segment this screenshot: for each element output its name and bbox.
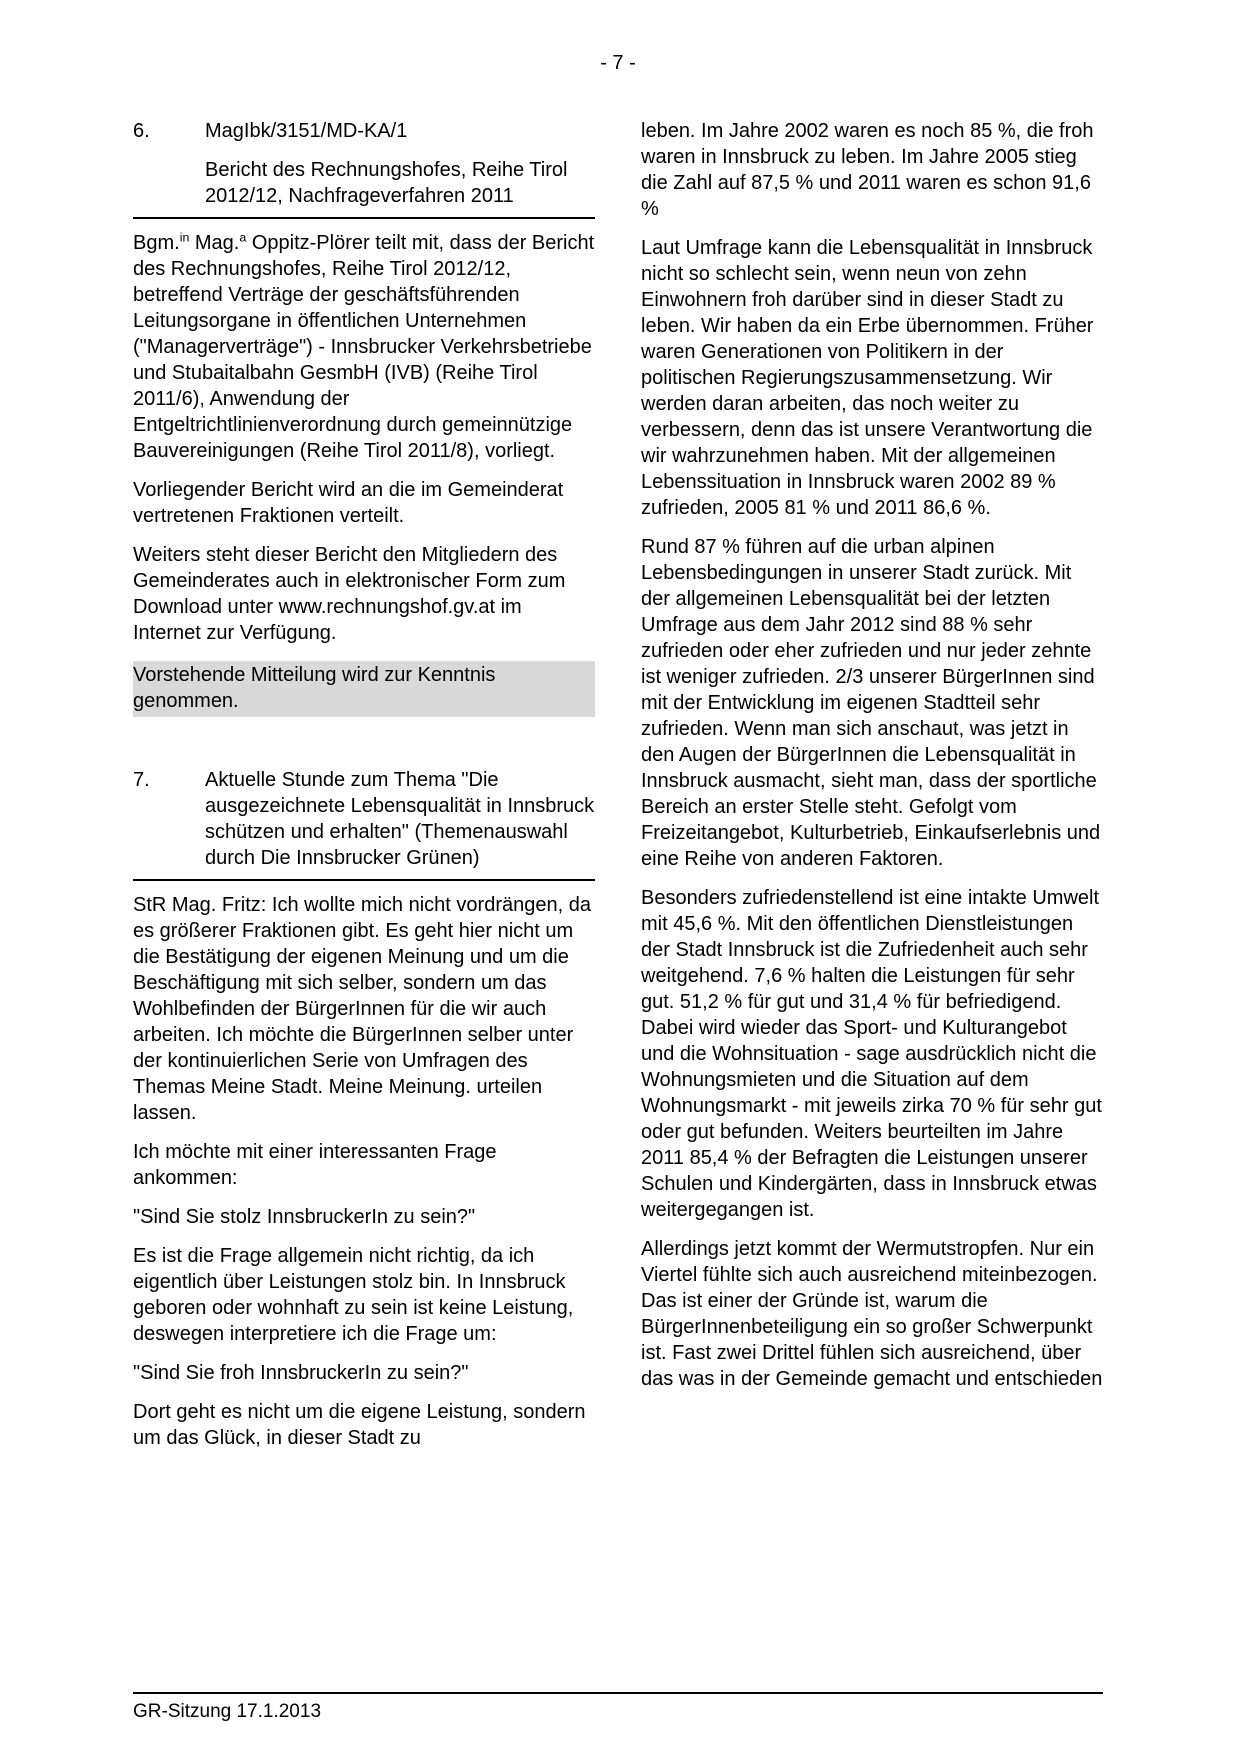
paragraph: Rund 87 % führen auf die urban alpinen Lebensbedingungen in unserer Stadt zurück. Mit der allgemeinen Lebensqualität bei der letzten Umfrage aus dem Jahr 2012 sind 88 % sehr zufrieden oder eher zufrieden und nur jeder zehnte ist weniger zufrieden. 2/3 unserer BürgerInnen sind mit der Entwicklung im eigenen Stadtteil sehr zufrieden. Wenn man sich anschaut, was jetzt in den Augen der BürgerInnen die Lebensqualität in Innsbruck ausmacht, sieht man, dass der sportliche Bereich an erster Stelle steht. Gefolgt vom Freizeitangebot, Kulturbetrieb, Einkaufserlebnis und eine Reihe von anderen Faktoren. [641,536,1101,870]
heading-rule [133,217,595,219]
two-column-body [133,118,1103,1464]
paragraph: "Sind Sie stolz InnsbruckerIn zu sein?" [133,1206,476,1228]
paragraph: "Sind Sie froh InnsbruckerIn zu sein?" [133,1362,469,1384]
agenda-item-6-number: 6. [133,120,150,142]
agenda-item-6-reference: MagIbk/3151/MD-KA/1 [205,120,408,142]
paragraph: Weiters steht dieser Bericht den Mitgliedern des Gemeinderates auch in elektronischer Form zum Download unter www.rechnungshof.gv.at im Internet zur Verfügung. [133,544,566,644]
paragraph-text: Oppitz-Plörer teilt mit, dass der Bericht des Rechnungshofes, Reihe Tirol 2012/12, betreffend Verträge der geschäftsführenden Leitungsorgane in öffentlichen Unternehmen ("Managerverträge") - Innsbrucker Verkehrsbetriebe und Stubaitalbahn GesmbH (IVB) (Reihe Tirol 2011/6), Anwendung der Entgeltrichtlinienverordnung durch gemeinnützige Bauvereinigungen (Reihe Tirol 2011/8), vorliegt. [133,232,595,462]
paragraph: Es ist die Frage allgemein nicht richtig, da ich eigentlich über Leistungen stolz bin. In Innsbruck geboren oder wohnhaft zu sein ist keine Leistung, deswegen interpretiere ich die Frage um: [133,1245,574,1345]
paragraph: StR Mag. Fritz: Ich wollte mich nicht vordrängen, da es größerer Fraktionen gibt. Es geht hier nicht um die Bestätigung der eigenen Meinung und um die Beschäftigung mit sich selber, sondern um das Wohlbefinden der BürgerInnen für die wir auch arbeiten. Ich möchte die BürgerInnen selber unter der kontinuierlichen Serie von Umfragen des Themas Meine Stadt. Meine Meinung. urteilen lassen. [133,894,591,1124]
heading-rule [133,879,595,881]
agenda-item-7-title: Aktuelle Stunde zum Thema "Die ausgezeichnete Lebensqualität in Innsbruck schützen und erhalten" (Themenauswahl durch Die Innsbrucker Grünen) [205,769,595,869]
paragraph: Ich möchte mit einer interessanten Frage ankommen: [133,1141,497,1189]
resolution-highlight: Vorstehende Mitteilung wird zur Kenntnis genommen. [133,661,595,717]
paragraph: Vorliegender Bericht wird an die im Gemeinderat vertretenen Fraktionen verteilt. [133,479,564,527]
agenda-item-6 [133,118,595,717]
paragraph: Besonders zufriedenstellend ist eine intakte Umwelt mit 45,6 %. Mit den öffentlichen Dienstleistungen der Stadt Innsbruck ist die Zufriedenheit auch sehr weitgehend. 7,6 % halten die Leistungen für sehr gut. 51,2 % für gut und 31,4 % für befriedigend. Dabei wird wieder das Sport- und Kulturangebot und die Wohnsituation - sage ausdrücklich nicht die Wohnungsmieten und die Situation auf dem Wohnungsmarkt - mit jeweils zirka 70 % für sehr gut oder gut befunden. Weiters beurteilten im Jahre 2011 85,4 % der Befragten die Leistungen unserer Schulen und Kindergärten, dass in Innsbruck etwas weitergegangen ist. [641,887,1102,1221]
agenda-item-7-number: 7. [133,769,150,791]
agenda-item-7-heading [133,767,595,871]
footer-text: GR-Sitzung 17.1.2013 [133,1701,322,1722]
agenda-item-6-head-text [205,118,595,209]
agenda-item-6-heading [133,118,595,209]
paragraph [133,230,595,464]
agenda-item-7 [133,767,595,1451]
paragraph: Allerdings jetzt kommt der Wermutstropfen. Nur ein Viertel fühlte sich auch ausreichend miteinbezogen. Das ist einer der Gründe ist, warum die BürgerInnenbeteiligung ein so großer Schwerpunkt ist. Fast zwei Drittel fühlen sich ausreichend, über das was in der Gemeinde gemacht und entschieden [641,1238,1103,1390]
right-column [641,118,1103,1405]
footer-rule [133,1692,1103,1694]
page-number: - 7 - [600,52,636,74]
paragraph: Dort geht es nicht um die eigene Leistung, sondern um das Glück, in dieser Stadt zu [133,1401,586,1449]
paragraph-text: Bgm. [133,232,180,254]
agenda-item-6-subtitle: Bericht des Rechnungshofes, Reihe Tirol 2012/12, Nachfrageverfahren 2011 [205,159,568,207]
paragraph: leben. Im Jahre 2002 waren es noch 85 %, die froh waren in Innsbruck zu leben. Im Jahre 2005 stieg die Zahl auf 87,5 % und 2011 waren es schon 91,6 % [641,120,1094,220]
superscript: a [239,230,247,245]
superscript: in [179,230,190,245]
paragraph-text: Mag. [189,232,240,254]
page-footer [133,1692,1103,1725]
left-column [133,118,595,1464]
paragraph: Laut Umfrage kann die Lebensqualität in Innsbruck nicht so schlecht sein, wenn neun von zehn Einwohnern froh darüber sind in dieser Stadt zu leben. Wir haben da ein Erbe übernommen. Früher waren Generationen von Politikern in der politischen Regierungszusammensetzung. Wir werden daran arbeiten, das noch weiter zu verbessern, denn das ist unsere Verantwortung die wir wahrzunehmen haben. Mit der allgemeinen Lebenssituation in Innsbruck waren 2002 89 % zufrieden, 2005 81 % und 2011 86,6 %. [641,237,1094,519]
